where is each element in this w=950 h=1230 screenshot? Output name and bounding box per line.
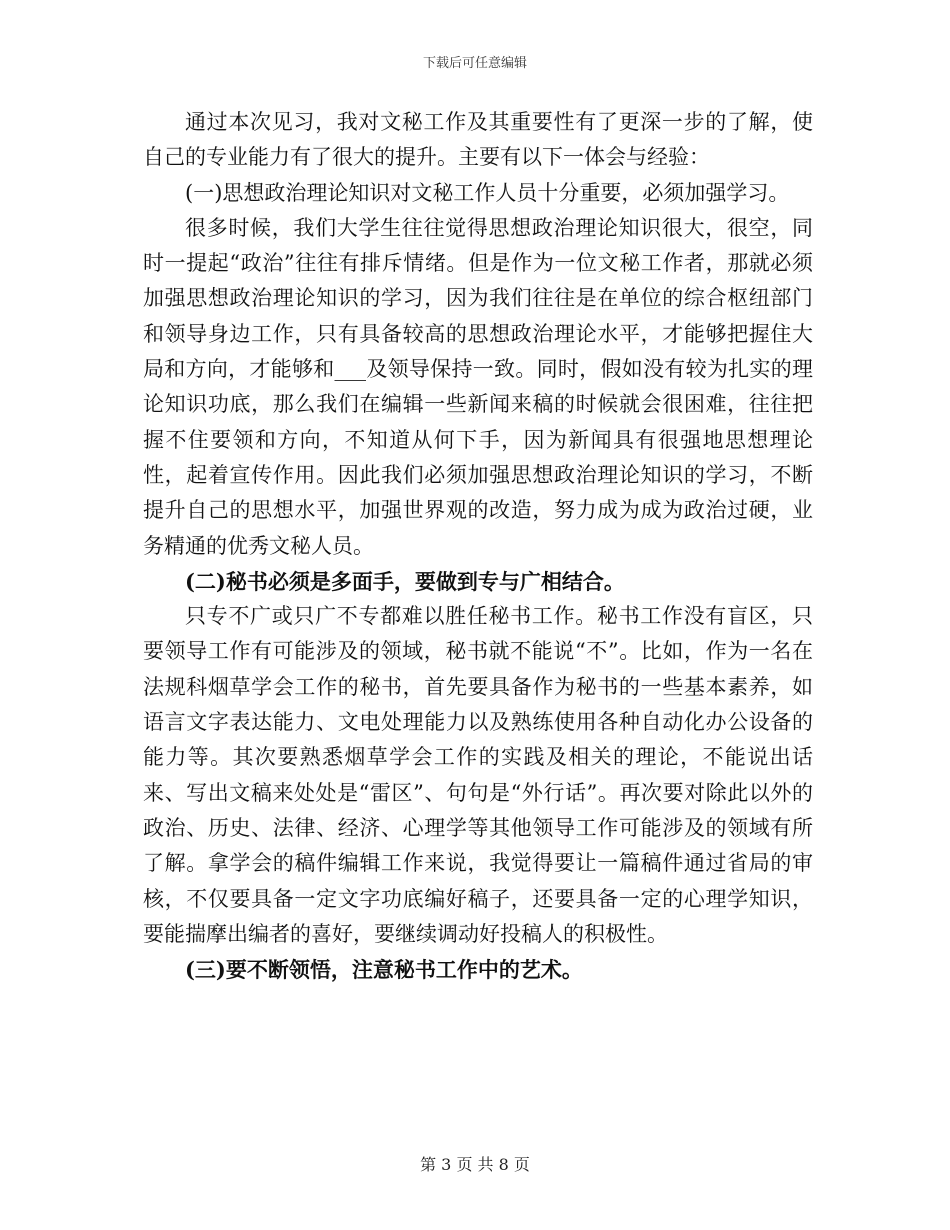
page-header: 下载后可任意编辑 [422, 56, 527, 71]
section-heading-2: (二)秘书必须是多面手，要做到专与广相结合。 [185, 568, 625, 594]
section-heading-3: (三)要不断领悟，注意秘书工作中的艺术。 [185, 957, 583, 983]
paragraph-intro: 通过本次见习，我对文秘工作及其重要性有了更深一步的了解，使自己的专业能力有了很大的提升。主要有以下一体会与经验： [143, 110, 813, 170]
page-footer: 第 3 页 共 8 页 [420, 1155, 530, 1174]
section-heading-1: (一)思想政治理论知识对文秘工作人员十分重要，必须加强学习。 [185, 180, 790, 205]
document-body [143, 105, 813, 987]
paragraph-section-2: 只专不广或只广不专都难以胜任秘书工作。秘书工作没有盲区，只要领导工作有可能涉及的领域，秘书就不能说“不”。比如，作为一名在法规科烟草学会工作的秘书，首先要具备作为秘书的一些基本素养，如语言文字表达能力、文电处理能力以及熟练使用各种自动化办公设备的能力等。其次要熟悉烟草学会工作的实践及相关的理论，不能说出话来、写出文稿来处处是“雷区”、句句是“外行话”。再次要对除此以外的政治、历史、法律、经济、心理学等其他领导工作可能涉及的领域有所了解。拿学会的稿件编辑工作来说，我觉得要让一篇稿件通过省局的审核，不仅要具备一定文字功底编好稿子，还要具备一定的心理学知识，要能揣摩出编者的喜好，要继续调动好投稿人的积极性。 [143, 604, 813, 946]
paragraph-section-1: 很多时候，我们大学生往往觉得思想政治理论知识很大，很空，同时一提起“政治”往往有排斥情绪。但是作为一位文秘工作者，那就必须加强思想政治理论知识的学习，因为我们往往是在单位的综合枢纽部门和领导身边工作，只有具备较高的思想政治理论水平，才能够把握住大局和方向，才能够和___及领导保持一致。同时，假如没有较为扎实的理论知识功底，那么我们在编辑一些新闻来稿的时候就会很困难，往往把握不住要领和方向，不知道从何下手，因为新闻具有很强地思想理论性，起着宣传作用。因此我们必须加强思想政治理论知识的学习，不断提升自己的思想水平，加强世界观的改造，努力成为成为政治过硬，业务精通的优秀文秘人员。 [143, 215, 813, 558]
